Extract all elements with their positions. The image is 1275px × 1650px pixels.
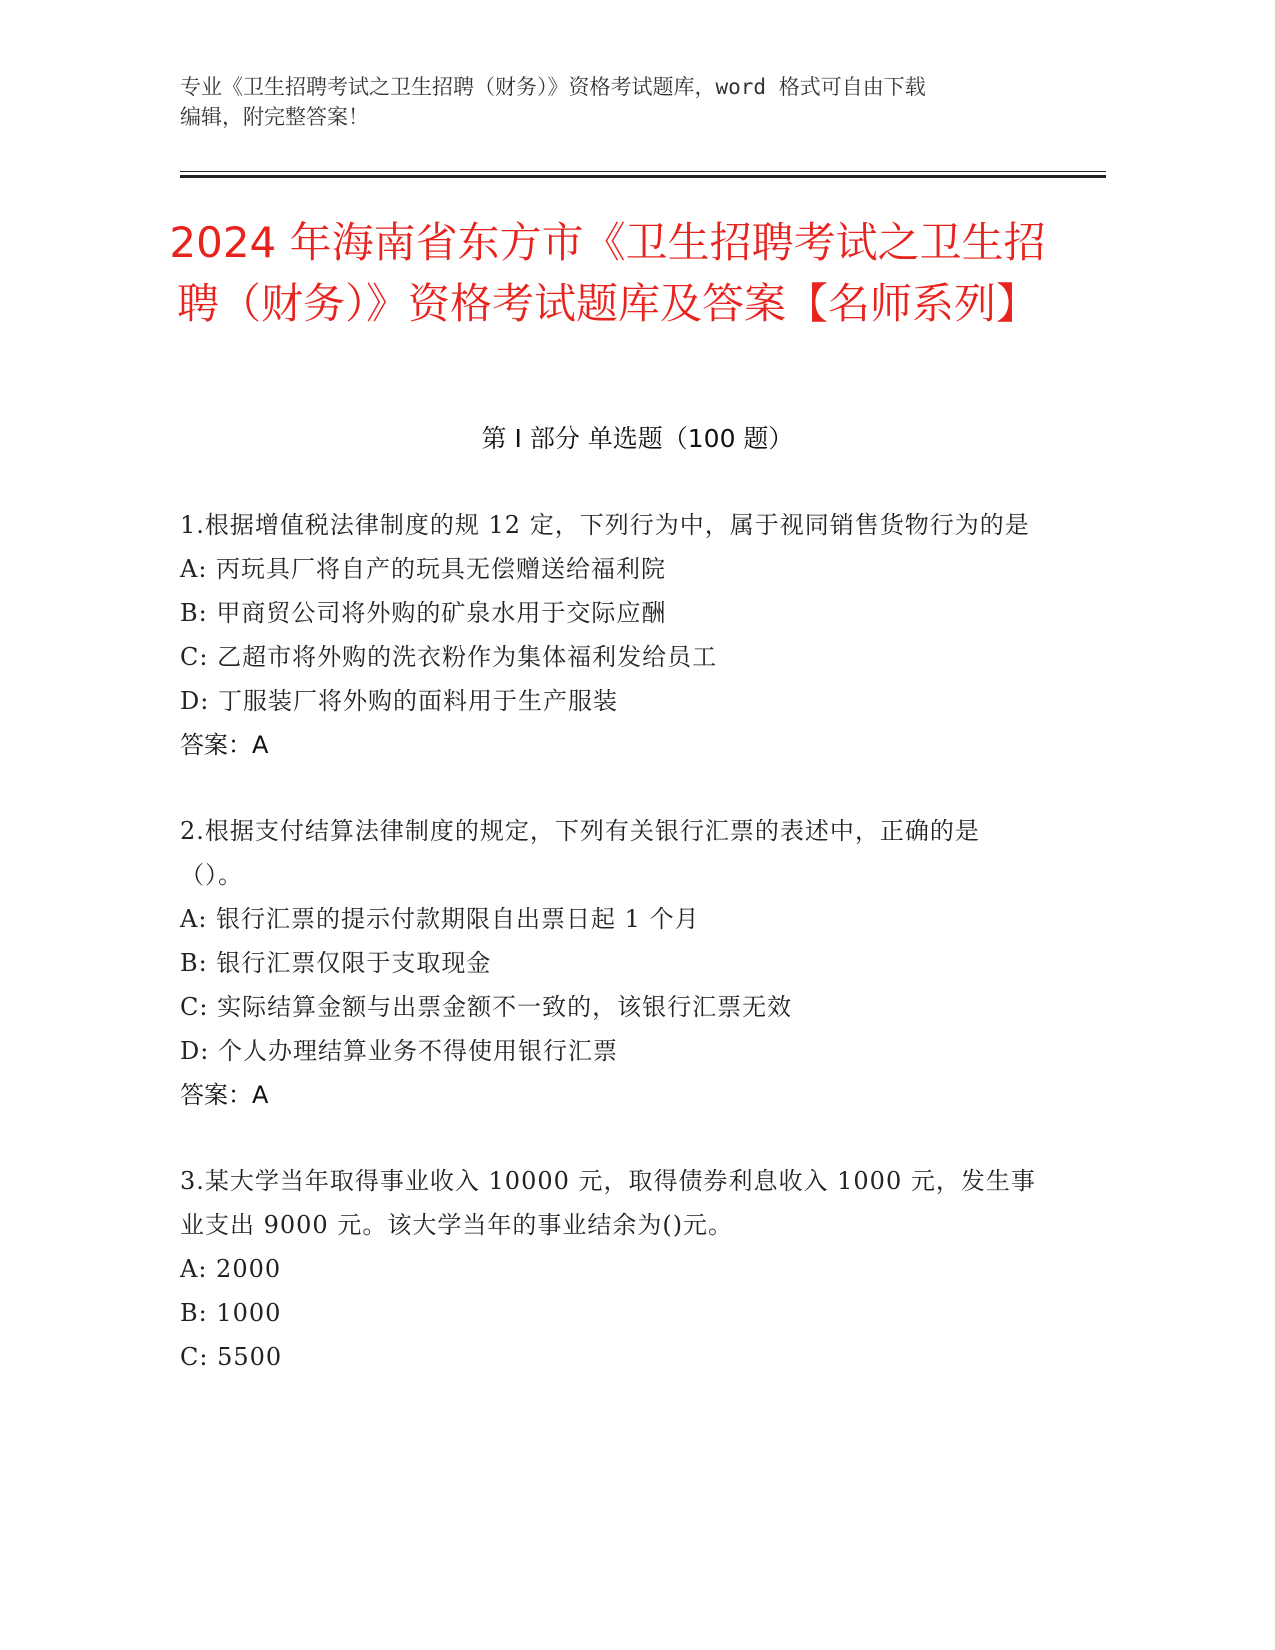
question-stem: 3.某大学当年取得事业收入 10000 元，取得债券利息收入 1000 元，发生事业支出 9000 元。该大学当年的事业结余为()元。 bbox=[180, 1167, 1036, 1239]
question-stem: 1.根据增值税法律制度的规 12 定，下列行为中，属于视同销售货物行为的是 bbox=[180, 511, 1030, 539]
option-b: B: 甲商贸公司将外购的矿泉水用于交际应酬 bbox=[180, 599, 667, 627]
question-2 bbox=[180, 809, 1040, 1117]
option-a: A: 丙玩具厂将自产的玩具无偿赠送给福利院 bbox=[180, 555, 667, 583]
section-heading: 第 I 部分 单选题（100 题） bbox=[481, 424, 794, 453]
option-b: B: 1000 bbox=[180, 1299, 282, 1327]
header-divider-thin bbox=[180, 171, 1106, 172]
option-c: C: 实际结算金额与出票金额不一致的，该银行汇票无效 bbox=[180, 993, 793, 1021]
option-c: C: 乙超市将外购的洗衣粉作为集体福利发给员工 bbox=[180, 643, 718, 671]
option-d: D: 丁服装厂将外购的面料用于生产服装 bbox=[180, 687, 618, 715]
answer: 答案：A bbox=[180, 731, 269, 759]
question-3 bbox=[180, 1159, 1040, 1379]
header-note-line-1: 专业《卫生招聘考试之卫生招聘（财务）》资格考试题库，word 格式可自由下载 bbox=[180, 75, 926, 99]
option-a: A: 2000 bbox=[180, 1255, 282, 1283]
option-d: D: 个人办理结算业务不得使用银行汇票 bbox=[180, 1037, 618, 1065]
answer: 答案：A bbox=[180, 1081, 269, 1109]
document-title: 2024 年海南省东方市《卫生招聘考试之卫生招聘（财务）》资格考试题库及答案【名师系列】 bbox=[169, 218, 1046, 328]
document-header-note bbox=[180, 72, 1040, 132]
question-1 bbox=[180, 503, 1040, 767]
header-divider-thick bbox=[180, 175, 1106, 178]
header-note-line-2: 编辑，附完整答案！ bbox=[180, 105, 369, 129]
question-list bbox=[180, 503, 1040, 1421]
option-c: C: 5500 bbox=[180, 1343, 283, 1371]
option-b: B: 银行汇票仅限于支取现金 bbox=[180, 949, 492, 977]
question-stem: 2.根据支付结算法律制度的规定，下列有关银行汇票的表述中，正确的是（）。 bbox=[180, 817, 980, 889]
option-a: A: 银行汇票的提示付款期限自出票日起 1 个月 bbox=[180, 905, 700, 933]
